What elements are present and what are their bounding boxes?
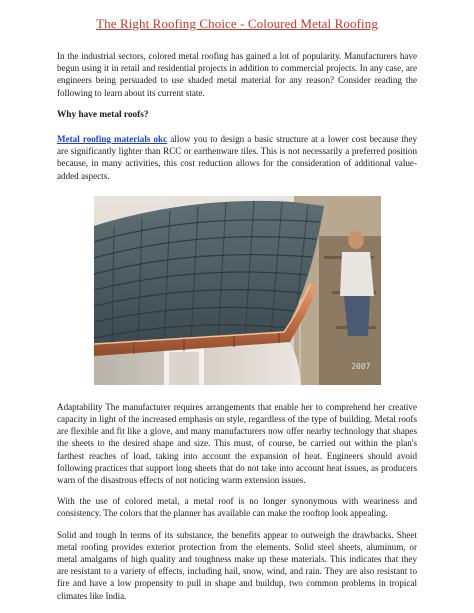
metal-roofing-paragraph-text: allow you to design a basic structure at a lower cost because they are significantly lighter than RCC or earthenware tiles. This is not necessarily a preferred position because, in many activities, this cost reduction allows for the consideration of additional value-added aspects. (57, 134, 418, 181)
adaptability-paragraph: Adaptability The manufacturer requires arrangements that enable her to comprehend her creative capacity in light of the increased emphasis on style, regardless of the type of building. Metal roofs are flexible and fit like a glove, and many manufacturers now offer nearby technology that shapes the sheets to the desired shape and size. This must, of course, be carried out within the plan's farthest reaches of load, taking into account the expansion of heat. Engineers should avoid following practices that support long sheets that do not take into account heat issues, as producers warn of the disastrous effects of not noticing warm extension issues. (57, 401, 417, 486)
colored-metal-paragraph: With the use of colored metal, a metal roof is no longer synonymous with weariness and consistency. The colors that the planner has available can make the rooftop look appealing. (57, 496, 417, 519)
metal-roofing-link[interactable]: Metal roofing materials okc (57, 134, 168, 145)
roof-photo-illustration (94, 196, 381, 385)
page-title: The Right Roofing Choice - Coloured Metal Roofing (96, 16, 378, 31)
metal-roofing-paragraph (57, 133, 417, 182)
roof-photo (94, 196, 381, 385)
intro-paragraph: In the industrial sectors, colored metal roofing has gained a lot of popularity. Manufacturers have begun using it in retail and residential projects in addition to commercial projects. In any case, are engineers being persuaded to use shaded metal material for any reason? Consider reading the following to learn about its current state. (57, 51, 417, 98)
section-heading: Why have metal roofs? (57, 109, 149, 120)
photo-date-stamp: 2007 (351, 361, 371, 371)
solid-tough-paragraph: Solid and tough In terms of its substance, the benefits appear to outweigh the drawbacks. Sheet metal roofing provides exterior protection from the elements. Solid steel sheets, aluminum, or metal amalgams of high quality and toughness make up these materials. This indicates that they are resistant to a variety of effects, including hail, snow, wind, and rain. They are also resistant to fire and have a low propensity to pull in shape and buildup, two common problems in tropical climates like India. (57, 529, 417, 601)
